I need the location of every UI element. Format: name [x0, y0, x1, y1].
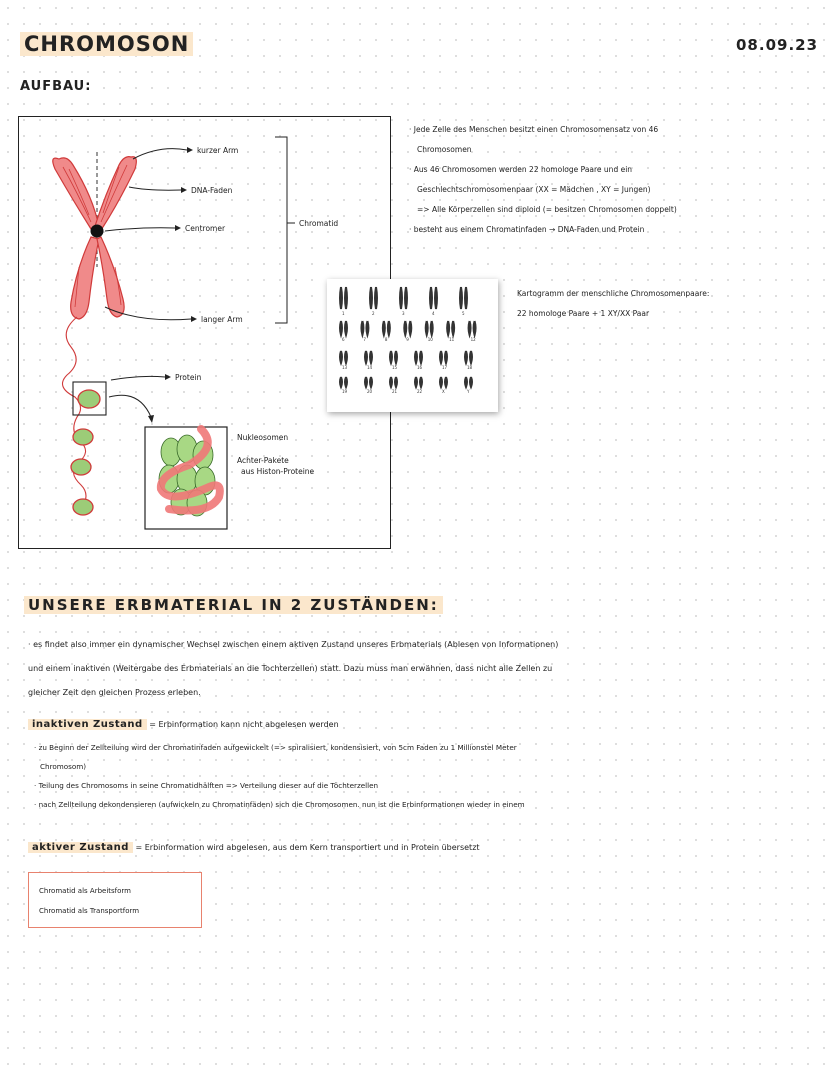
box-item: Chromatid als Transportform	[39, 907, 140, 915]
karyogram-image	[327, 279, 498, 412]
fact-item: · Aus 46 Chromosomen werden 22 homologe Paare und ein	[409, 165, 633, 174]
karyogram-chromosome-pair	[447, 321, 455, 342]
inactive-state-definition: = Erbinformation kann nicht abgelesen werden	[149, 720, 339, 729]
karyogram-number: 17	[442, 365, 448, 370]
karyogram-chromosome-pair	[400, 287, 407, 316]
label-chromatid: Chromatid	[299, 219, 339, 228]
karyogram-chromosome-pair	[370, 287, 377, 316]
karyogram-chromosome-pair	[365, 351, 373, 370]
karyogram-caption-line-1: Kartogramm der menschliche Chromosomenpaare:	[517, 289, 710, 298]
karyogram-number: 7	[363, 337, 366, 342]
karyogram-number: 8	[384, 337, 388, 342]
active-state-definition: = Erbinformation wird abgelesen, aus dem Kern transportiert und in Protein übersetzt	[135, 843, 480, 852]
fact-item: => Alle Körperzellen sind diploid (= besitzen Chromosomen doppelt)	[417, 205, 677, 214]
label-short-arm: kurzer Arm	[197, 146, 239, 155]
karyogram-number: 20	[367, 389, 373, 394]
karyogram-number: 21	[392, 389, 398, 394]
date-label: 08.09.23	[736, 36, 819, 54]
karyogram-chromosome-pair	[465, 351, 473, 370]
karyogram-number: 19	[342, 389, 348, 394]
karyogram-chromosome-pair	[465, 377, 472, 394]
karyogram-number: X	[442, 389, 445, 394]
fact-item: Geschlechtschromosomenpaar (XX = Mädchen , XY = Jungen)	[417, 185, 651, 194]
karyogram-chromosome-pair	[430, 287, 437, 316]
karyogram-number: 2	[372, 311, 375, 316]
section-heading-states: UNSERE ERBMATERIAL IN 2 ZUSTÄNDEN:	[24, 596, 443, 614]
karyogram-number: 16	[417, 365, 423, 370]
karyogram-number: Y	[467, 389, 470, 394]
karyogram-number: 13	[342, 365, 348, 370]
inactive-state-title: inaktiven Zustand	[28, 719, 147, 730]
box-item: Chromatid als Arbeitsform	[39, 887, 131, 895]
karyogram-chromosome-pair	[460, 287, 467, 316]
karyogram-chromosome-pair	[426, 321, 434, 342]
list-item: · zu Beginn der Zellteilung wird der Chromatinfaden aufgewickelt (=> spiralisiert, kondensisiert, von 5cm Faden zu 1 Millionstel Meter	[34, 743, 517, 752]
karyogram-chromosome-pair	[383, 321, 390, 342]
karyogram-chromosome-pair	[469, 321, 477, 342]
karyogram-number: 6	[342, 337, 345, 342]
karyogram-chromosome-pair	[340, 287, 347, 316]
page-title: CHROMOSON	[20, 32, 193, 56]
karyogram-chromosome-pair	[415, 377, 423, 394]
karyogram-number: 12	[470, 337, 476, 342]
karyogram-chromosome-pair	[440, 377, 447, 394]
karyogram-chromosomes	[327, 279, 498, 412]
label-centromere: Centromer	[185, 224, 226, 233]
karyogram-number: 14	[367, 365, 373, 370]
karyogram-number: 4	[432, 311, 435, 316]
karyogram-number: 9	[406, 337, 409, 342]
list-item: Chromosom)	[40, 762, 87, 771]
karyogram-chromosome-pair	[440, 351, 448, 370]
karyogram-caption-line-2: 22 homologe Paare + 1 XY/XX Paar	[517, 309, 650, 318]
karyogram-chromosome-pair	[415, 351, 423, 370]
karyogram-number: 15	[392, 365, 398, 370]
facts-list	[409, 120, 809, 240]
karyogram-chromosome-pair	[340, 377, 348, 394]
fact-item: · besteht aus einem Chromatinfaden → DNA-Faden und Protein	[409, 225, 645, 234]
karyogram-chromosome-pair	[390, 377, 398, 394]
paragraph-line: · es findet also immer ein dynamischer Wechsel zwischen einem aktiven Zustand unseres Erbmaterials (Ablesen von Informationen)	[28, 640, 559, 649]
karyogram-number: 18	[467, 365, 473, 370]
label-nucleosomes: Nukleosomen	[237, 433, 289, 442]
karyogram-chromosome-pair	[390, 351, 398, 370]
karyogram-number: 3	[402, 311, 405, 316]
karyogram-chromosome-pair	[340, 321, 347, 342]
label-long-arm: langer Arm	[201, 315, 243, 324]
list-item: · Teilung des Chromosoms in seine Chromatidhälften => Verteilung dieser auf die Töchterzellen	[34, 781, 379, 790]
paragraph-line: und einem inaktiven (Weitergabe des Erbmaterials an die Tochterzellen) statt. Dazu muss man erwähnen, dass nicht alle Zellen zu	[28, 664, 553, 673]
karyogram-number: 11	[449, 337, 455, 342]
inactive-state-list	[34, 738, 814, 814]
karyogram-chromosome-pair	[404, 321, 411, 342]
active-state-heading	[28, 842, 480, 853]
label-octamer-1: Achter-Pakete	[237, 456, 289, 465]
active-state-title: aktiver Zustand	[28, 842, 133, 853]
chromatid-forms-box	[28, 872, 202, 928]
karyogram-chromosome-pair	[340, 351, 348, 370]
section-label-aufbau: AUFBAU:	[20, 79, 92, 94]
karyogram-caption	[517, 284, 709, 324]
inactive-state-heading	[28, 719, 339, 730]
intro-paragraph	[28, 633, 818, 705]
karyogram-number: 22	[417, 389, 423, 394]
fact-item: Chromosomen	[417, 145, 472, 154]
karyogram-chromosome-pair	[361, 321, 368, 342]
paragraph-line: gleicher Zeit den gleichen Prozess erleben.	[28, 688, 201, 697]
karyogram-number: 10	[427, 337, 433, 342]
karyogram-chromosome-pair	[365, 377, 373, 394]
fact-item: · Jede Zelle des Menschen besitzt einen Chromosomensatz von 46	[409, 125, 659, 134]
label-octamer-2: aus Histon-Proteine	[241, 467, 315, 476]
list-item: · nach Zellteilung dekondensieren (aufwickeln zu Chromatinfäden) sich die Chromosomen. nun ist die Erbinformationen wieder in einem	[34, 800, 525, 809]
label-protein: Protein	[175, 373, 202, 382]
karyogram-number: 1	[342, 311, 345, 316]
karyogram-number: 5	[462, 311, 465, 316]
label-dna-thread: DNA-Faden	[191, 186, 233, 195]
